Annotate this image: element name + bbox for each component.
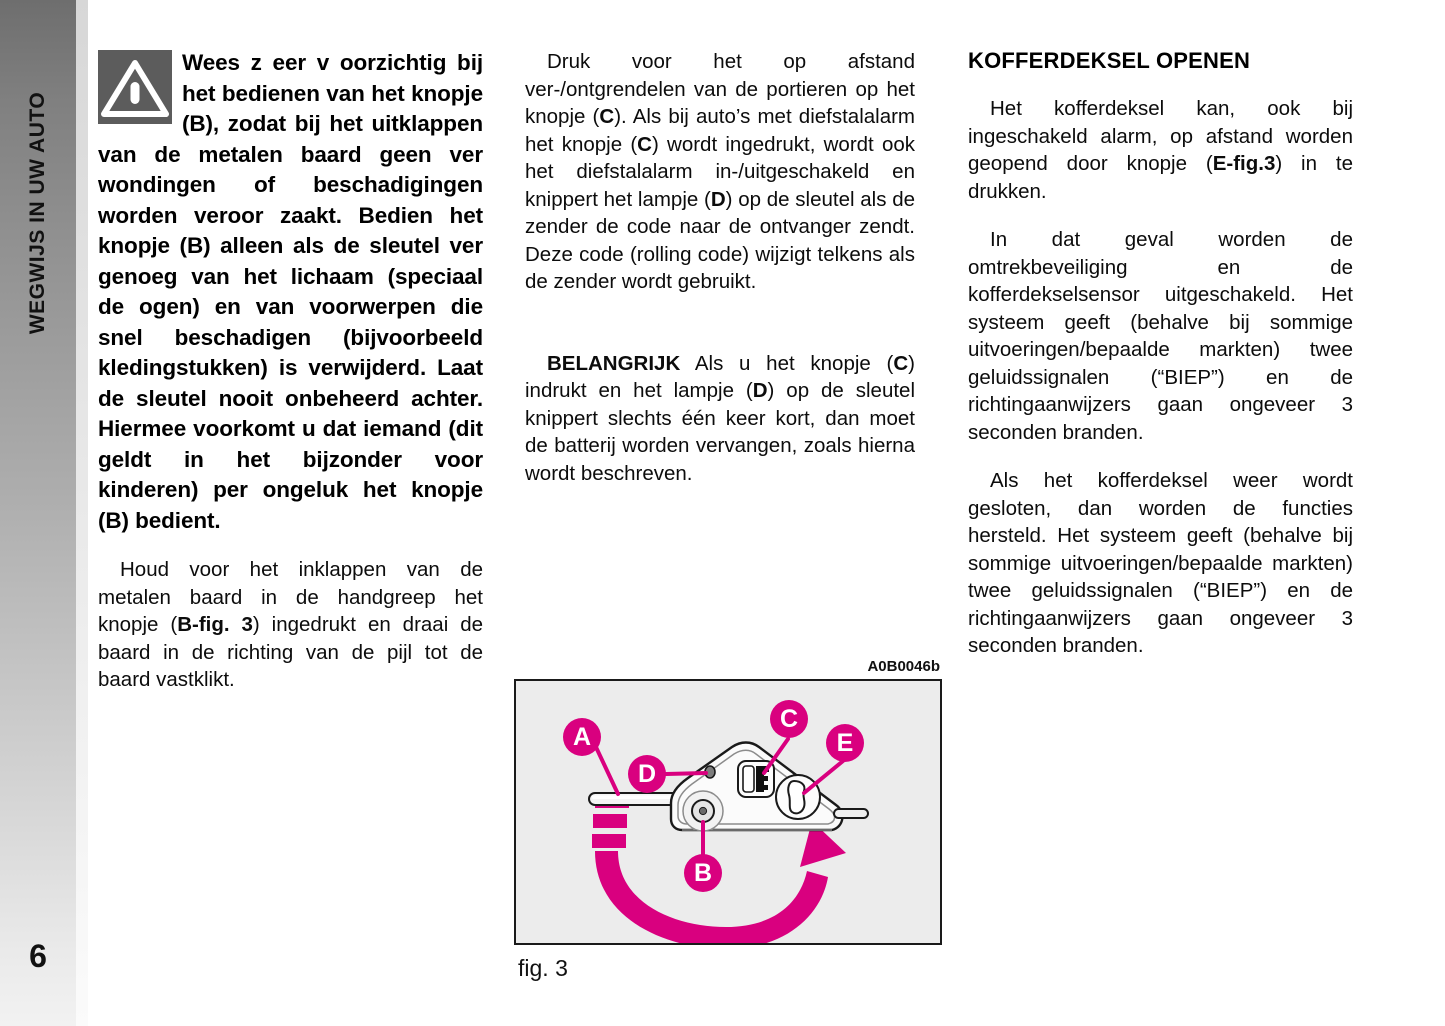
figure-image <box>514 679 942 945</box>
paragraph-baard-inklappen <box>98 556 483 694</box>
text-part: Het kofferdeksel kan, ook bij ingeschakeld alarm, op afstand worden geopend door knopje ( <box>968 97 1353 175</box>
paragraph-kofferdeksel-2: In dat geval worden de omtrekbeveiliging en de kofferdekselsensor uitgeschakeld. Het systeem geeft (behalve bij sommige uitvoeringen/bepaalde markten) twee geluidssignalen (“BIEP”) en de richtingaanwijzers gaan ongeveer 3 seconden branden. <box>968 228 1353 444</box>
page-number: 6 <box>29 938 47 974</box>
callout-a <box>563 718 601 756</box>
callout-c-label: C <box>779 705 799 733</box>
paragraph-afstandsbediening <box>525 48 915 296</box>
chapter-title: WEGWIJS IN UW AUTO <box>26 91 49 335</box>
label-belangrijk: BELANGRIJK <box>547 351 681 375</box>
figure-caption: fig. 3 <box>518 955 568 981</box>
figure-3 <box>514 658 942 982</box>
text-part: ) in te drukken. <box>968 152 1353 203</box>
column-right <box>968 48 1353 660</box>
paragraph-kofferdeksel-1 <box>968 95 1353 205</box>
bold-ref-c: C <box>637 132 652 156</box>
callout-d <box>628 755 666 793</box>
chapter-sidebar <box>0 0 76 1026</box>
text-part: Als u het knopje ( <box>680 351 894 375</box>
text-part: ) wordt ingedrukt, wordt ook het diefstalalarm in-/uitgeschakeld en knippert het lampje ( <box>525 132 916 211</box>
callout-b <box>684 854 722 892</box>
text-part: ) indrukt en het lampje ( <box>525 351 915 402</box>
warning-triangle-icon <box>98 50 172 124</box>
text-part: ) op de sleutel knippert slechts één keer kort, dan moet de batterij worden vervangen, zoals hierna wordt beschreven. <box>525 379 915 485</box>
callout-c <box>770 700 808 738</box>
boot-release-button-e[interactable] <box>776 775 820 819</box>
section-heading-kofferdeksel-openen: KOFFERDEKSEL OPENEN <box>968 48 1251 73</box>
sidebar-edge-gradient <box>76 0 88 1026</box>
callout-a-label: A <box>572 723 592 751</box>
text-part: ). Als bij auto’s met diefstalalarm het knopje ( <box>525 105 916 156</box>
bold-ref-e-fig3: E-fig.3 <box>1212 152 1276 175</box>
bold-ref-c: C <box>893 351 909 375</box>
column-middle <box>525 48 915 487</box>
column-left-lower <box>98 556 483 694</box>
column-left <box>98 48 483 536</box>
bold-ref-d: D <box>752 379 768 402</box>
paragraph-belangrijk <box>525 350 915 488</box>
bold-ref-b-fig3: B-fig. 3 <box>177 613 253 636</box>
callout-d-label: D <box>637 760 657 788</box>
callout-b-label: B <box>693 859 713 887</box>
bold-ref-c: C <box>599 105 615 128</box>
warning-notice <box>98 48 483 536</box>
text-part: ) ingedrukt en draai de baard in de richting van de pijl tot de baard vastklikt. <box>98 613 484 691</box>
bold-ref-d: D <box>710 187 726 211</box>
text-part: Druk voor het op afstand ver-/ontgrendelen van de portieren op het knopje ( <box>525 50 915 128</box>
figure-code: A0B0046b <box>867 658 940 675</box>
key-fob-diagram <box>516 681 940 943</box>
warning-text: Wees z eer v oorzichtig bij het bedienen van het knopje (B), zodat bij het uitklappen van de metalen baard geen ver wondingen of beschadigingen worden veroor zaakt. Bedien het knopje (B) alleen als de sleutel ver genoeg van het lichaam (speciaal de ogen) en van voorwerpen die snel beschadigen (bijvoorbeeld kledingstukken) is verwijderd. Laat de sleutel nooit onbeheerd achter. Hiermee voorkomt u dat iemand (dit geldt in het bijzonder voor kinderen) per ongeluk het knopje (B) bedient. <box>98 50 483 533</box>
callout-e <box>826 724 864 762</box>
text-part: ) op de sleutel als de zender de code naar de ontvanger zendt. Deze code (rolling code) wijzigt telkens als de zender wordt gebruikt. <box>525 187 915 293</box>
callout-e-label: E <box>836 729 854 757</box>
paragraph-kofferdeksel-3: Als het kofferdeksel weer wordt gesloten, dan worden de functies hersteld. Het systeem geeft (behalve bij sommige uitvoeringen/bepaalde markten) twee geluidssignalen (“BIEP”) en de richtingaanwijzers gaan ongeveer 3 seconden branden. <box>968 469 1353 657</box>
text-part: Houd voor het inklappen van de metalen baard in de handgreep het knopje ( <box>98 558 483 636</box>
